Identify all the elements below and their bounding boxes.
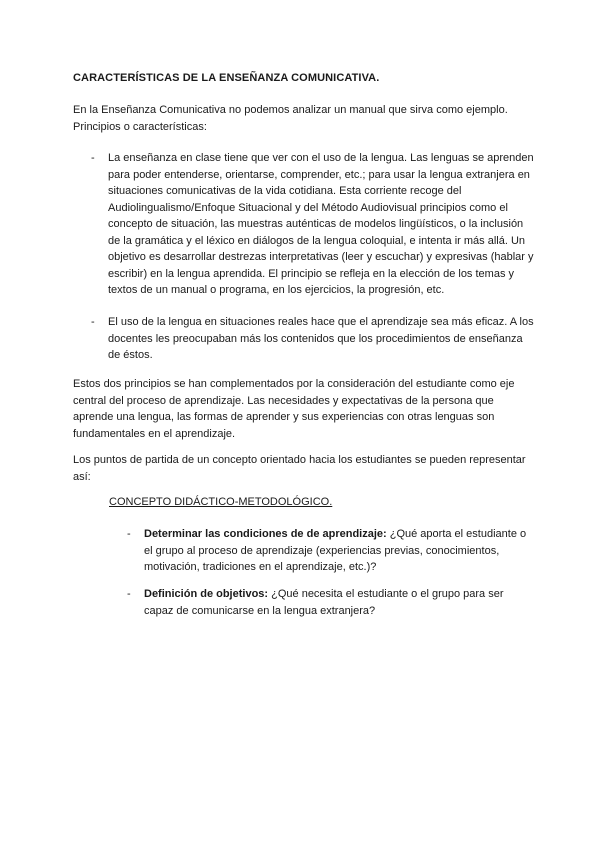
concept-subheading: CONCEPTO DIDÁCTICO-METODOLÓGICO. (109, 496, 333, 508)
intro-paragraph: En la Enseñanza Comunicativa no podemos analizar un manual que sirva como ejemplo. Principios o características: (73, 104, 508, 133)
bullet-dash: - (127, 528, 131, 540)
paragraph-student-centered: Estos dos principios se han complementados por la consideración del estudiante como eje central del proceso de aprendizaje. Las necesidades y expectativas de la persona que aprende una lengua, las formas de aprender y sus experiencias con otras lenguas son fundamentales en el aprendizaje. (73, 378, 515, 440)
bullet-dash: - (91, 316, 95, 328)
bullet-dash: - (91, 152, 95, 164)
bullet-dash: - (127, 588, 131, 600)
document-title: CARACTERÍSTICAS DE LA ENSEÑANZA COMUNICATIVA. (73, 72, 380, 84)
concept-term: Determinar las condiciones de de aprendizaje: (144, 528, 387, 540)
concept-item-text (144, 586, 528, 619)
principle-text: La enseñanza en clase tiene que ver con el uso de la lengua. Las lenguas se aprenden para poder entenderse, orientarse, comprender, etc.; para usar la lengua extranjera en situaciones comunicativas de la vida cotidiana. Esta corriente recoge del Audiolingualismo/Enfoque Situacional y del Método Audiovisual principios como el concepto de situación, las muestras auténticas de modelos lingüísticos, o la inclusión de la gramática y el léxico en diálogos de la lengua coloquial, e intenta ir más allá. Un objetivo es desarrollar destrezas interpretativas (leer y escuchar) y expresivas (hablar y escribir) en la lengua aprendida. El principio se refleja en la elección de los temas y textos de un manual o programa, en los ejercicios, la progresión, etc. (108, 152, 534, 296)
principle-text: El uso de la lengua en situaciones reales hace que el aprendizaje sea más eficaz. A los docentes les preocupaban más los contenidos que los procedimientos de enseñanza de éstos. (108, 316, 534, 361)
concept-description: ¿Qué aporta el estudiante o el grupo al proceso de aprendizaje (experiencias previas, conocimientos, motivación, tradiciones en el aprendizaje, etc.)? (144, 528, 527, 573)
concept-description: ¿Qué necesita el estudiante o el grupo para ser capaz de comunicarse en la lengua extranjera? (144, 588, 504, 617)
concept-item-text (144, 526, 528, 576)
concept-term: Definición de objetivos: (144, 588, 269, 600)
paragraph-starting-points: Los puntos de partida de un concepto orientado hacia los estudiantes se pueden representar así: (73, 454, 526, 483)
